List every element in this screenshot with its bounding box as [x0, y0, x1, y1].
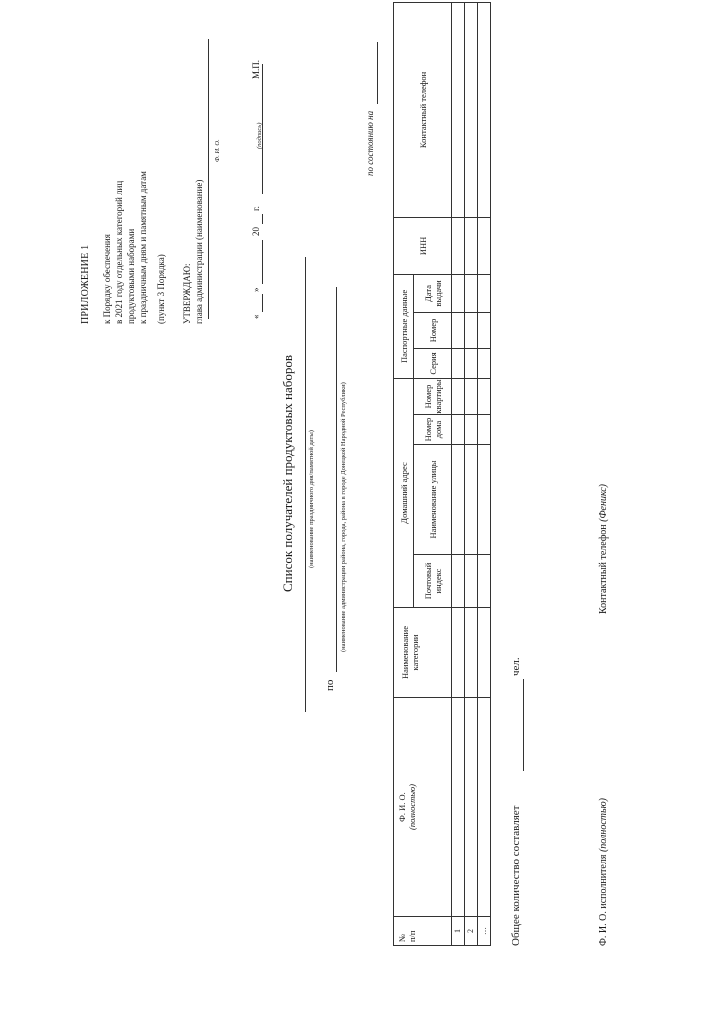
month-line: [262, 240, 263, 284]
year-line: [262, 214, 263, 224]
as-of-label: по состоянию на: [365, 110, 375, 176]
table-row: [465, 2, 478, 945]
row-number: 2: [465, 917, 478, 946]
phone-label: [598, 484, 609, 614]
table-cell: [478, 698, 491, 917]
appendix-block: [80, 171, 205, 324]
table-cell: [478, 217, 491, 274]
appendix-line: в 2021 году отдельных категорий лиц: [114, 180, 124, 324]
col-street-header: Наименование улицы: [414, 445, 452, 555]
appendix-line: (пункт 3 Порядка): [156, 254, 166, 324]
table-row: [452, 2, 465, 945]
table-cell: [465, 608, 478, 698]
col-category-header: Наименование категории: [394, 608, 452, 698]
day-line: [262, 294, 263, 312]
district-line: [336, 287, 337, 672]
year-prefix: 20: [251, 227, 261, 236]
table-cell: [452, 555, 465, 608]
address-group-header: Домашний адрес: [394, 378, 414, 607]
recipients-table: [393, 2, 491, 946]
total-line: [523, 679, 524, 771]
table-cell: [452, 698, 465, 917]
appendix-line: к Порядку обеспечения: [102, 234, 112, 324]
table-cell: [478, 608, 491, 698]
table-cell: [465, 698, 478, 917]
table-row: [478, 2, 491, 945]
table-cell: [452, 312, 465, 348]
table-cell: [478, 312, 491, 348]
executor-label-text: Ф. И. О. исполнителя: [598, 854, 609, 946]
by-label: по: [324, 679, 336, 691]
phone-label-text: Контактный телефон: [598, 524, 609, 614]
appendix-title: ПРИЛОЖЕНИЕ 1: [80, 244, 91, 324]
col-apartment-header: Номер квартиры: [414, 378, 452, 414]
table-cell: [465, 555, 478, 608]
table-cell: [452, 348, 465, 378]
total-unit: чел.: [510, 657, 522, 676]
table-cell: [452, 415, 465, 445]
table-cell: [465, 348, 478, 378]
table-cell: [478, 415, 491, 445]
document-title: Список получателей продуктовых наборов: [280, 354, 295, 592]
col-phone-header: Контактный телефон: [394, 2, 452, 217]
executor-hint: (полностью): [598, 798, 609, 853]
col-postal-header: Почтовый индекс: [414, 555, 452, 608]
col-no-sub: п/п: [407, 930, 417, 942]
table-cell: [465, 415, 478, 445]
table-cell: [465, 2, 478, 217]
table-cell: [478, 274, 491, 312]
phone-hint: (Феникс): [598, 483, 609, 522]
col-fio-sub: (полностью): [407, 784, 417, 830]
date-open-quote: «: [251, 314, 261, 319]
holiday-caption: (наименование праздничного дня/памятной даты): [308, 430, 315, 568]
appendix-line: к праздничным дням и памятным датам: [138, 171, 148, 324]
table-cell: [465, 445, 478, 555]
as-of-line: [377, 42, 378, 104]
table-cell: [478, 378, 491, 414]
table-cell: [478, 2, 491, 217]
year-suffix: г.: [251, 206, 261, 211]
stamp-label: М.П.: [251, 59, 261, 79]
table-cell: [452, 608, 465, 698]
head-label: глава администрации (наименование): [194, 179, 204, 324]
passport-group-header: Паспортные данные: [394, 274, 414, 378]
fio-line: [208, 39, 209, 319]
row-number: …: [478, 917, 491, 946]
table-cell: [478, 445, 491, 555]
date-mid: »: [251, 287, 261, 292]
district-caption: (наименование администрации района, города, района в городе Донецкой Народной Республики): [340, 382, 347, 652]
col-number-header: Номер: [414, 312, 452, 348]
executor-label: [598, 798, 609, 946]
table-cell: [452, 445, 465, 555]
table-cell: [452, 274, 465, 312]
row-number: 1: [452, 917, 465, 946]
table-cell: [452, 217, 465, 274]
total-label: Общее количество составляет: [510, 805, 522, 946]
table-cell: [465, 378, 478, 414]
table-cell: [452, 378, 465, 414]
col-series-header: Серия: [414, 348, 452, 378]
col-fio-label: Ф. И. О.: [397, 792, 407, 822]
signature-caption: (подпись): [256, 122, 263, 149]
table-cell: [465, 217, 478, 274]
table-cell: [478, 348, 491, 378]
table-cell: [465, 312, 478, 348]
table-cell: [478, 555, 491, 608]
table-header-row: [394, 2, 414, 945]
col-no-label: №: [397, 933, 407, 942]
col-inn-header: ИНН: [394, 217, 452, 274]
holiday-line: [305, 257, 306, 712]
table-cell: [465, 274, 478, 312]
col-issue-date-header: Дата выдачи: [414, 274, 452, 312]
fio-caption: Ф. И. О.: [214, 139, 221, 162]
col-no-header: [394, 917, 452, 946]
col-fio-header: [394, 698, 452, 917]
col-house-header: Номер дома: [414, 415, 452, 445]
appendix-line: продуктовыми наборами: [126, 228, 136, 324]
table-cell: [452, 2, 465, 217]
approve-label: УТВЕРЖДАЮ:: [182, 263, 192, 324]
